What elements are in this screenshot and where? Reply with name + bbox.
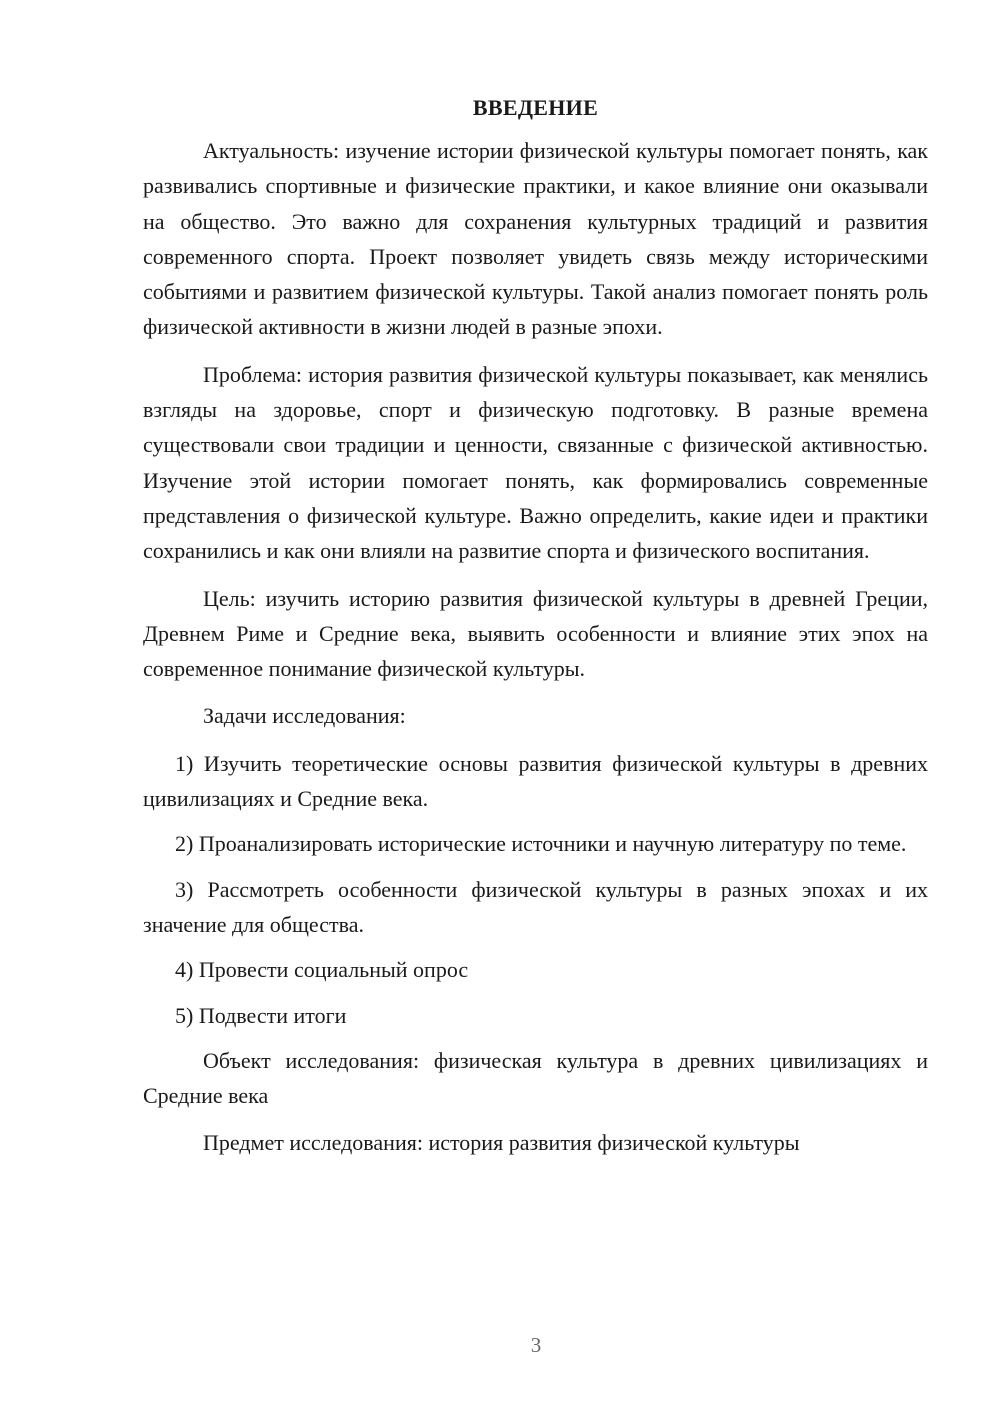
relevance-paragraph: Актуальность: изучение истории физической культуры помогает понять, как развивались спортивные и физические практики, и какое влияние они оказывали на общество. Это важно для сохранения культурных традиций и развития современного спорта. Проект позволяет увидеть связь между историческими событиями и развитием физической культуры. Такой анализ помогает понять роль физической активности в жизни людей в разные эпохи. [143, 138, 928, 340]
task-item: 5) Подвести итоги [175, 1002, 347, 1028]
page-number: 3 [530, 1333, 542, 1357]
goal-paragraph: Цель: изучить историю развития физической культуры в древней Греции, Древнем Риме и Средние века, выявить особенности и влияние этих эпох на современное понимание физической культуры. [143, 585, 928, 682]
task-item: 2) Проанализировать исторические источники и научную литературу по теме. [175, 831, 907, 857]
tasks-list [143, 746, 928, 1033]
object-paragraph: Объект исследования: физическая культура в древних цивилизациях и Средние века [143, 1047, 928, 1109]
page-title: ВВЕДЕНИЕ [472, 95, 599, 120]
problem-paragraph: Проблема: история развития физической культуры показывает, как менялись взгляды на здоровье, спорт и физическую подготовку. В разные времена существовали свои традиции и ценности, связанные с физической активностью. Изучение этой истории помогает понять, как формировались современные представления о физической культуре. Важно определить, какие идеи и практики сохранились и как они влияли на развитие спорта и физического воспитания. [143, 361, 928, 564]
task-item: 1) Изучить теоретические основы развития физической культуры в древних цивилизациях и Средние века. [143, 750, 928, 812]
document-page [143, 90, 928, 1173]
task-item: 3) Рассмотреть особенности физической культуры в разных эпохах и их значение для общества. [143, 876, 928, 937]
task-item: 4) Провести социальный опрос [175, 957, 469, 983]
tasks-heading: Задачи исследования: [203, 703, 406, 729]
subject-paragraph: Предмет исследования: история развития физической культуры [203, 1130, 800, 1156]
